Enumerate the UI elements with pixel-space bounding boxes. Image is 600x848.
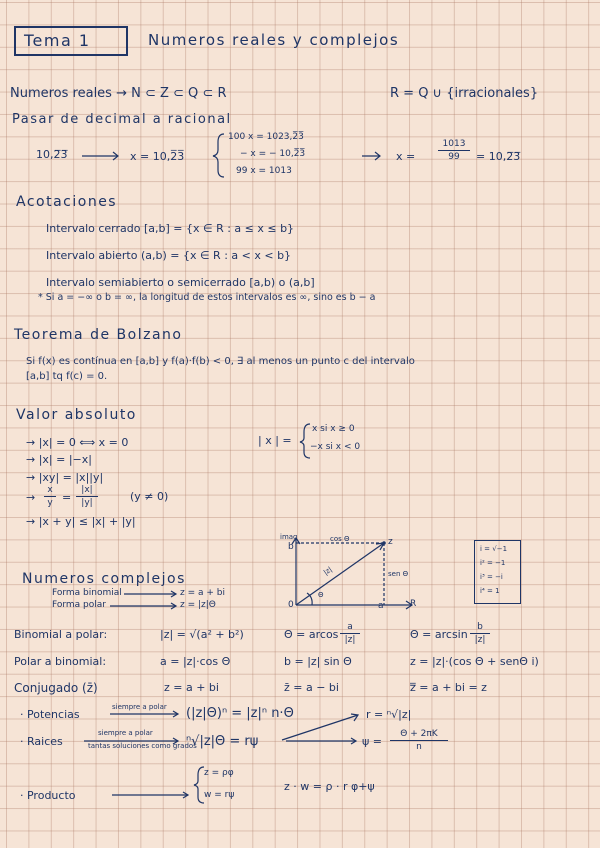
conj-label: Conjugado (z̄) — [14, 681, 98, 695]
b2p-2: Θ = arcos — [284, 628, 339, 641]
conj-3: z̿ = a + bi = z — [410, 681, 487, 694]
graph-z-label: z — [388, 537, 393, 547]
decimal-sys3: 99 x = 1013 — [236, 166, 292, 176]
graph-imag-label: imag — [280, 533, 298, 541]
decimal-heading: Pasar de decimal a racional — [12, 112, 232, 127]
bolzano-heading: Teorema de Bolzano — [14, 327, 183, 343]
graph-theta-label: Θ — [318, 591, 324, 599]
conj-1: z = a + bi — [164, 681, 219, 694]
raices-psi-frac — [390, 729, 448, 752]
p2b-1: a = |z|·cos Θ — [160, 655, 231, 668]
conj-2: z̄ = a − bi — [284, 681, 339, 694]
raices-note1: siempre a polar — [98, 729, 153, 737]
b2p-label: Binomial a polar: — [14, 628, 108, 641]
p2b-label: Polar a binomial: — [14, 655, 107, 668]
decimal-frac-den: 99 — [448, 152, 460, 162]
graph-cos-label: cos Θ — [330, 535, 350, 543]
decimal-res-x: x = — [396, 150, 416, 163]
ibox-2: i² = −1 — [480, 559, 506, 567]
producto-w: w = rψ — [204, 790, 235, 800]
b2p-3-den: |z| — [474, 635, 486, 645]
producto-label: · Producto — [20, 789, 76, 802]
reales-line: Numeros reales → N ⊂ Z ⊂ Q ⊂ R — [10, 86, 227, 101]
decimal-sys2: − x = − 10,2̅3̅ — [240, 149, 306, 159]
producto-z: z = ρφ — [204, 768, 234, 778]
raices-psi-den: n — [416, 742, 422, 752]
acot-l2: Intervalo abierto (a,b) = {x ∈ R : a < x < b} — [46, 249, 292, 262]
p2b-2: b = |z| sin Θ — [284, 655, 352, 668]
raices-formula: ⁿ√|z|Θ = rψ — [186, 734, 259, 749]
decimal-res-end: = 10,2̅3̅ — [476, 150, 521, 163]
abs-p4-num2: |x| — [76, 485, 98, 497]
abs-p4-frac2 — [76, 485, 98, 508]
abs-p4-den2: |y| — [81, 498, 93, 508]
potencias-r: r = ⁿ√|z| — [366, 708, 412, 721]
bolzano-l1: Si f(x) es contínua en [a,b] y f(a)·f(b) < 0, ∃ al menos un punto c del intervalo — [26, 356, 415, 367]
graph-r-label: R — [410, 599, 417, 609]
raices-psi-num: Θ + 2πK — [390, 729, 448, 741]
acot-l4: * Si a = −∞ o b = ∞, la longitud de estos intervalos es ∞, sino es b − a — [38, 292, 376, 303]
forma-binomial-val: z = a + bi — [180, 588, 225, 598]
forma-binomial: Forma binomial — [52, 588, 122, 598]
graph-zero-label: 0 — [288, 600, 294, 610]
decimal-sys1: 100 x = 1023,2̅3̅ — [228, 132, 304, 142]
abs-p4-arrow: → — [26, 491, 36, 504]
b2p-2-num: a — [340, 622, 360, 634]
raices-label: · Raices — [20, 735, 63, 748]
graph-a-label: a — [378, 601, 384, 611]
b2p-3-frac — [470, 622, 490, 645]
ibox-1: i = √−1 — [480, 545, 508, 553]
absoluto-heading: Valor absoluto — [16, 407, 137, 423]
abs-p3: → |xy| = |x||y| — [26, 471, 104, 484]
potencias-label: · Potencias — [20, 708, 80, 721]
bolzano-l2: [a,b] tq f(c) = 0. — [26, 371, 108, 382]
p2b-3: z = |z|·(cos Θ + senΘ i) — [410, 655, 539, 668]
abs-p4-den: y — [47, 498, 53, 508]
acotaciones-heading: Acotaciones — [16, 194, 118, 210]
b2p-3-num: b — [470, 622, 490, 634]
decimal-left: 10,2̅3̅ — [36, 148, 68, 161]
abs-p5: → |x + y| ≤ |x| + |y| — [26, 515, 136, 528]
abs-def-c2: −x si x < 0 — [310, 442, 361, 452]
decimal-x: x = 10,2̅3̅ — [130, 150, 185, 163]
abs-p1: → |x| = 0 ⟺ x = 0 — [26, 436, 129, 449]
graph-b-label: b — [288, 542, 294, 552]
ibox-4: i⁴ = 1 — [480, 587, 500, 595]
raices-note2: tantas soluciones como grados — [88, 742, 197, 750]
raices-psi: ψ = — [362, 735, 382, 748]
acot-l1: Intervalo cerrado [a,b] = {x ∈ R : a ≤ x ≤ b} — [46, 222, 295, 235]
abs-p4-cond: (y ≠ 0) — [130, 490, 169, 503]
abs-def-c1: x si x ≥ 0 — [312, 424, 355, 434]
ibox-3: i³ = −i — [480, 573, 503, 581]
decimal-frac-num: 1013 — [438, 139, 470, 151]
abs-p4-num: x — [44, 485, 56, 497]
abs-p2: → |x| = |−x| — [26, 453, 92, 466]
abs-p4-eq: = — [62, 491, 72, 504]
decimal-fraction — [438, 139, 470, 162]
forma-polar: Forma polar — [52, 600, 106, 610]
abs-p4-frac1 — [44, 485, 56, 508]
graph-mod-label: |z| — [322, 565, 334, 577]
graph-sen-label: sen Θ — [388, 570, 409, 578]
forma-polar-val: z = |z|Θ — [180, 600, 216, 610]
b2p-1: |z| = √(a² + b²) — [160, 628, 244, 641]
potencias-formula: (|z|Θ)ⁿ = |z|ⁿ n·Θ — [186, 706, 294, 721]
page-title: Numeros reales y complejos — [148, 31, 400, 49]
potencias-note: siempre a polar — [112, 703, 167, 711]
reales-right: R = Q ∪ {irracionales} — [390, 86, 539, 101]
b2p-3: Θ = arcsin — [410, 628, 468, 641]
tema-label: Tema 1 — [24, 31, 91, 50]
b2p-2-den: |z| — [344, 635, 356, 645]
producto-result: z · w = ρ · r φ+ψ — [284, 780, 375, 793]
complejos-heading: Numeros complejos — [22, 571, 186, 587]
acot-l3: Intervalo semiabierto o semicerrado [a,b) o (a,b] — [46, 276, 315, 289]
b2p-2-frac — [340, 622, 360, 645]
abs-def-lhs: | x | = — [258, 434, 292, 447]
